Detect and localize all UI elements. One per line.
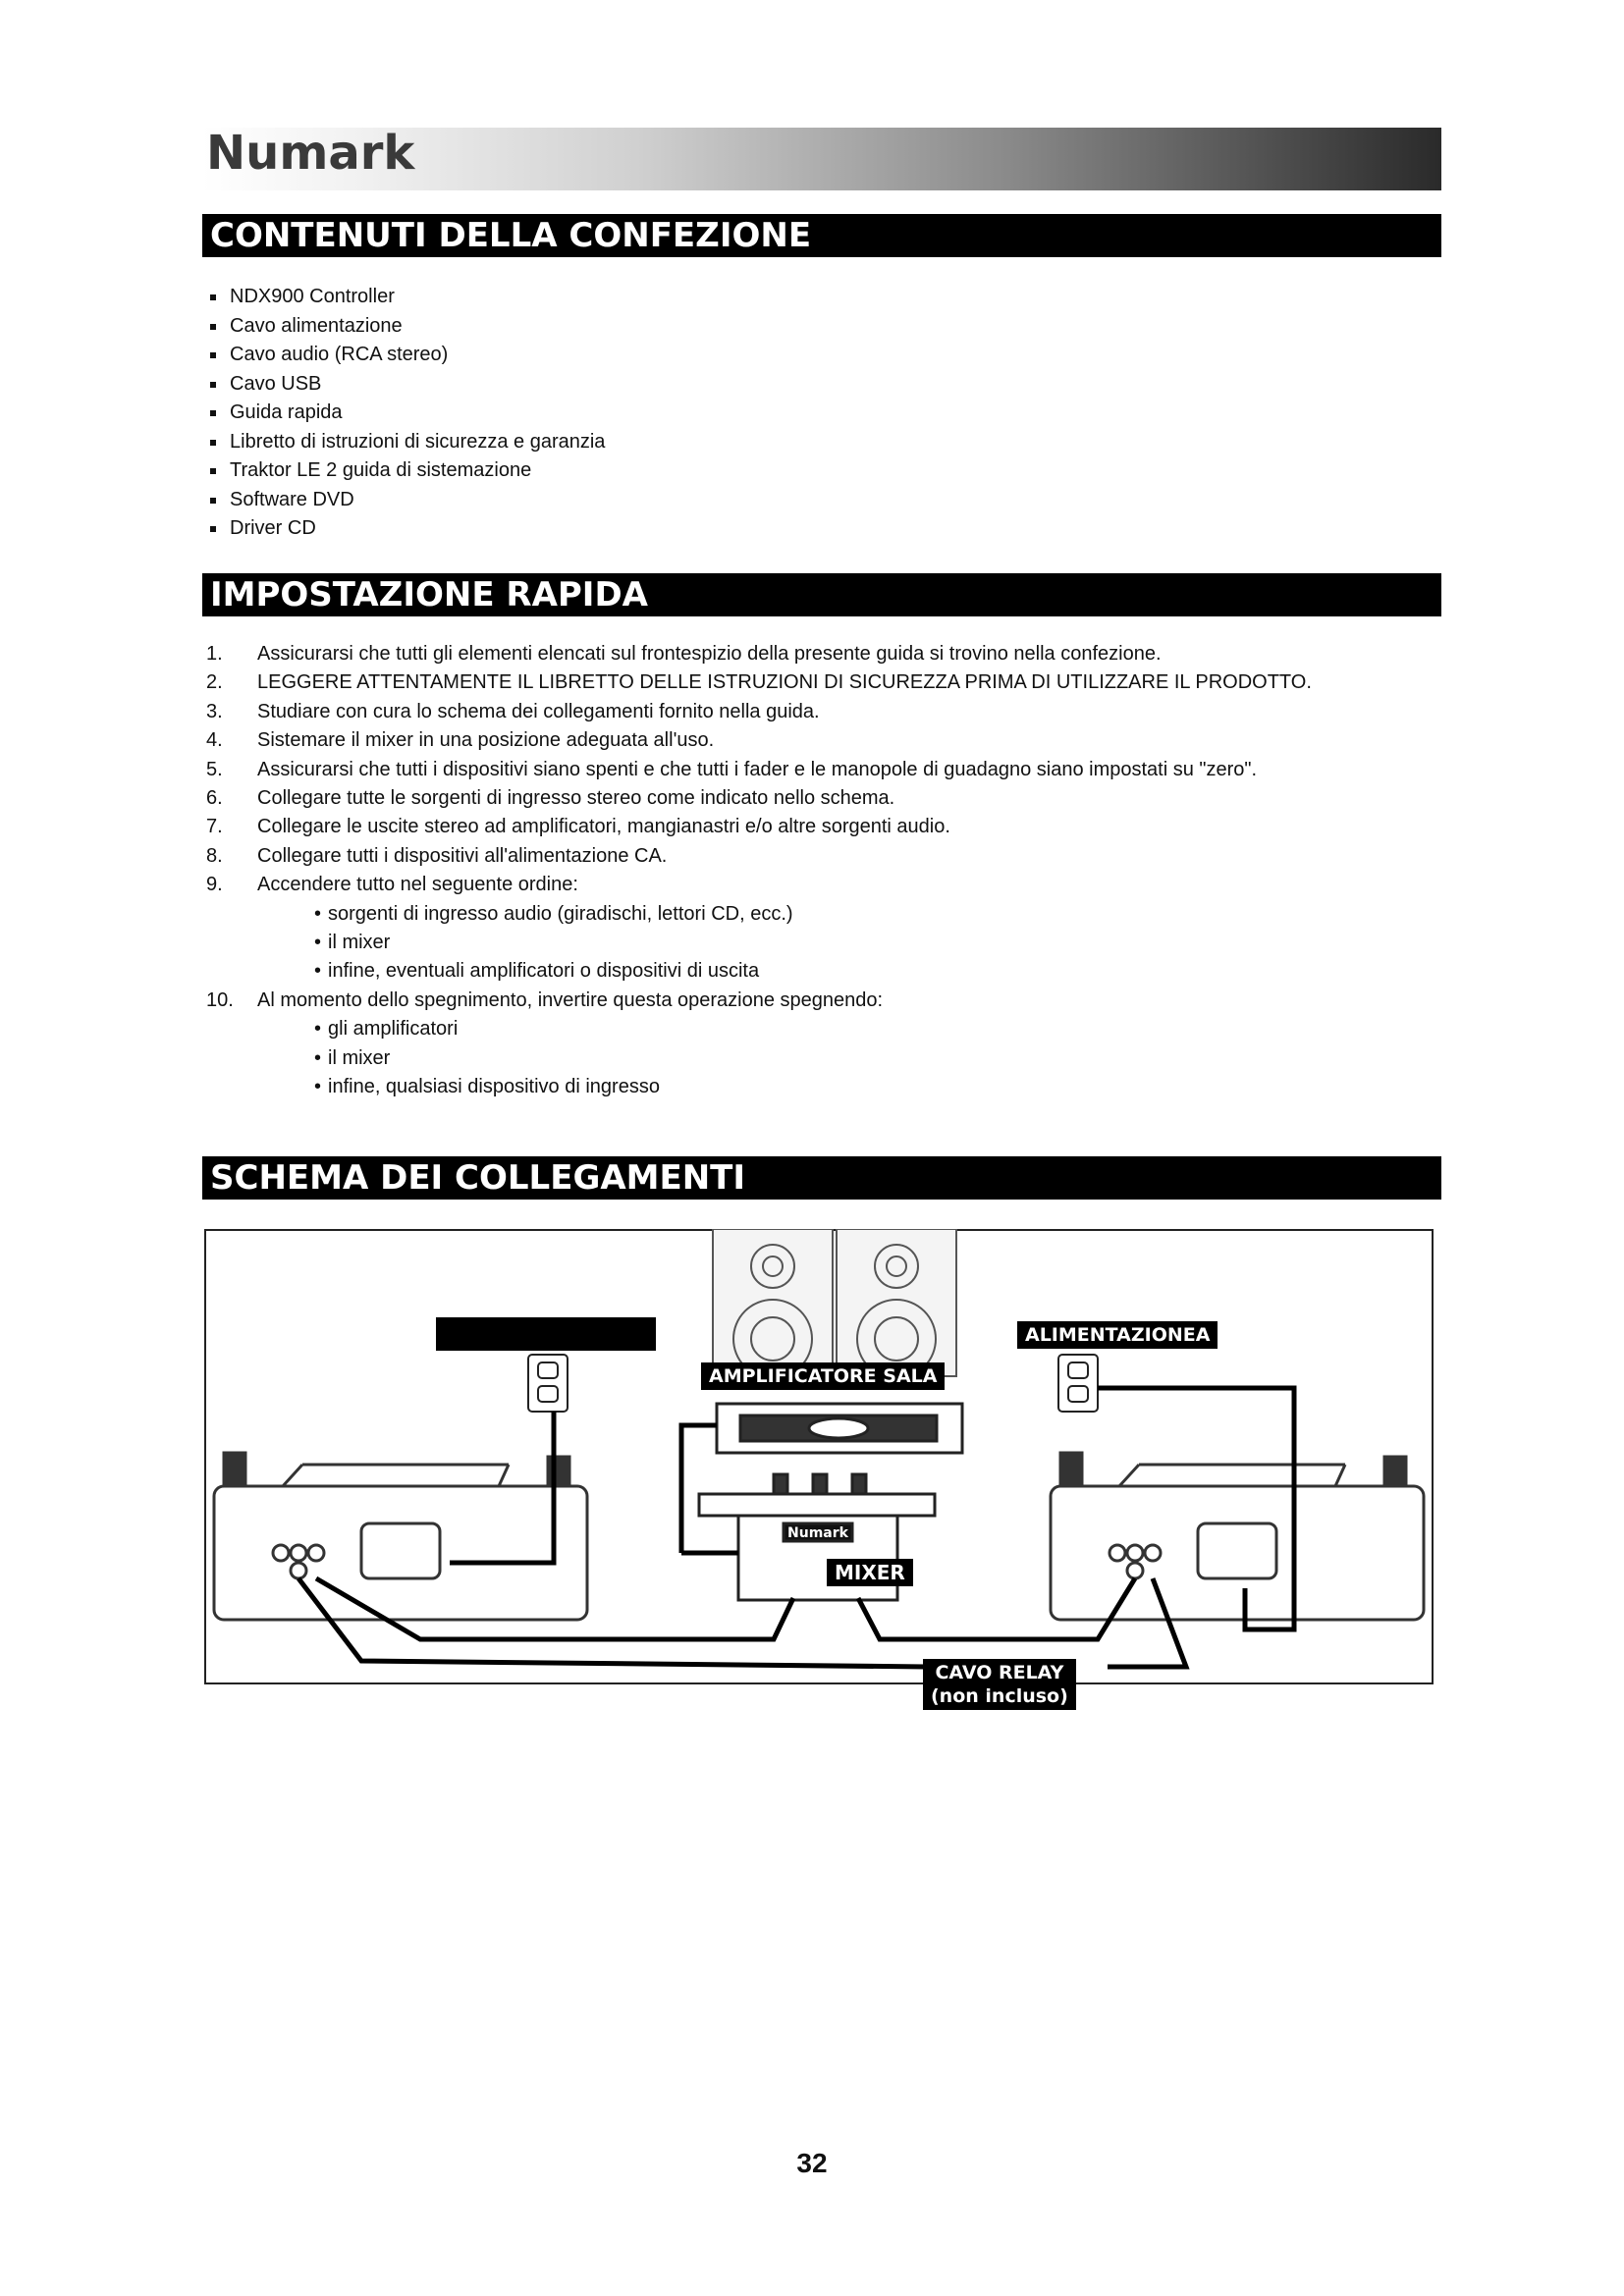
amplifier-label: AMPLIFICATORE SALA xyxy=(701,1362,945,1390)
step-text: Sistemare il mixer in una posizione adeguata all'uso. xyxy=(257,729,715,752)
mixer-brand-text: Numark xyxy=(787,1525,848,1541)
brand-logo: Numark xyxy=(206,126,415,181)
step-item xyxy=(206,726,1426,755)
sub-item: • sorgenti di ingresso audio (giradischi, lettori CD, ecc.) xyxy=(257,900,1426,929)
step-item xyxy=(206,987,1426,1102)
list-item: Cavo USB xyxy=(208,370,605,400)
step-text: Studiare con cura lo schema dei collegamenti fornito nella guida. xyxy=(257,700,820,722)
list-item: Traktor LE 2 guida di sistemazione xyxy=(208,456,605,486)
section-title-contents: CONTENUTI DELLA CONFEZIONE xyxy=(202,214,1441,257)
step-number: 2. xyxy=(206,671,223,694)
step-number: 5. xyxy=(206,758,223,780)
relay-label-line1: CAVO RELAY xyxy=(935,1662,1064,1683)
sub-item: • infine, qualsiasi dispositivo di ingresso xyxy=(257,1073,1426,1101)
contents-list xyxy=(208,283,605,544)
step-item xyxy=(206,842,1426,871)
step10-sublist xyxy=(257,1015,1426,1101)
connection-diagram-art xyxy=(204,1229,1434,1698)
mixer-label: MIXER xyxy=(827,1559,913,1586)
step-item xyxy=(206,871,1426,987)
step-text: Collegare le uscite stereo ad amplificatori, mangianastri e/o altre sorgenti audio. xyxy=(257,816,950,838)
list-item: NDX900 Controller xyxy=(208,283,605,312)
power-label: ALIMENTAZIONEA xyxy=(1017,1321,1218,1349)
step-item xyxy=(206,640,1426,668)
step-item xyxy=(206,668,1426,697)
step-text: LEGGERE ATTENTAMENTE IL LIBRETTO DELLE ISTRUZIONI DI SICUREZZA PRIMA DI UTILIZZARE IL PRODOTTO. xyxy=(257,671,1312,694)
step-item xyxy=(206,813,1426,841)
amplifier xyxy=(717,1404,962,1453)
blank-power-label xyxy=(436,1317,656,1351)
list-item: Libretto di istruzioni di sicurezza e garanzia xyxy=(208,428,605,457)
list-item: Cavo alimentazione xyxy=(208,312,605,342)
step9-sublist xyxy=(257,900,1426,987)
relay-label-line2: (non incluso) xyxy=(931,1685,1068,1707)
section-title-diagram: SCHEMA DEI COLLEGAMENTI xyxy=(202,1156,1441,1200)
outlet-left xyxy=(528,1355,568,1412)
step-item xyxy=(206,756,1426,784)
outlet-right xyxy=(1058,1355,1098,1412)
step-text: Assicurarsi che tutti i dispositivi siano spenti e che tutti i fader e le manopole di guadagno siano impostati su "zero". xyxy=(257,758,1258,780)
list-item: Driver CD xyxy=(208,514,605,544)
step-number: 6. xyxy=(206,787,223,810)
step-number: 3. xyxy=(206,700,223,722)
step-text: Al momento dello spegnimento, invertire questa operazione spegnendo: xyxy=(257,988,884,1011)
step-text: Assicurarsi che tutti gli elementi elencati sul frontespizio della presente guida si trovino nella confezione. xyxy=(257,643,1162,665)
sub-item: • infine, eventuali amplificatori o dispositivi di uscita xyxy=(257,957,1426,986)
step-number: 4. xyxy=(206,729,223,752)
step-number: 10. xyxy=(206,988,234,1011)
sub-item: • il mixer xyxy=(257,929,1426,957)
step-number: 1. xyxy=(206,643,223,665)
step-number: 7. xyxy=(206,816,223,838)
step-text: Collegare tutte le sorgenti di ingresso stereo come indicato nello schema. xyxy=(257,787,895,810)
list-item: Cavo audio (RCA stereo) xyxy=(208,341,605,370)
step-number: 9. xyxy=(206,874,223,896)
page-number: 32 xyxy=(796,2148,828,2178)
step-item xyxy=(206,784,1426,813)
step-number: 8. xyxy=(206,844,223,867)
list-item: Guida rapida xyxy=(208,399,605,428)
step-text: Collegare tutti i dispositivi all'alimentazione CA. xyxy=(257,844,668,867)
connection-diagram xyxy=(204,1229,1434,1707)
speaker-left xyxy=(713,1229,833,1378)
step-item xyxy=(206,698,1426,726)
sub-item: • gli amplificatori xyxy=(257,1015,1426,1043)
relay-cable-label xyxy=(923,1659,1076,1710)
step-text: Accendere tutto nel seguente ordine: xyxy=(257,874,578,896)
setup-steps xyxy=(206,640,1426,1102)
section-title-quick-setup: IMPOSTAZIONE RAPIDA xyxy=(202,573,1441,616)
list-item: Software DVD xyxy=(208,486,605,515)
speaker-right xyxy=(837,1229,956,1378)
sub-item: • il mixer xyxy=(257,1044,1426,1073)
